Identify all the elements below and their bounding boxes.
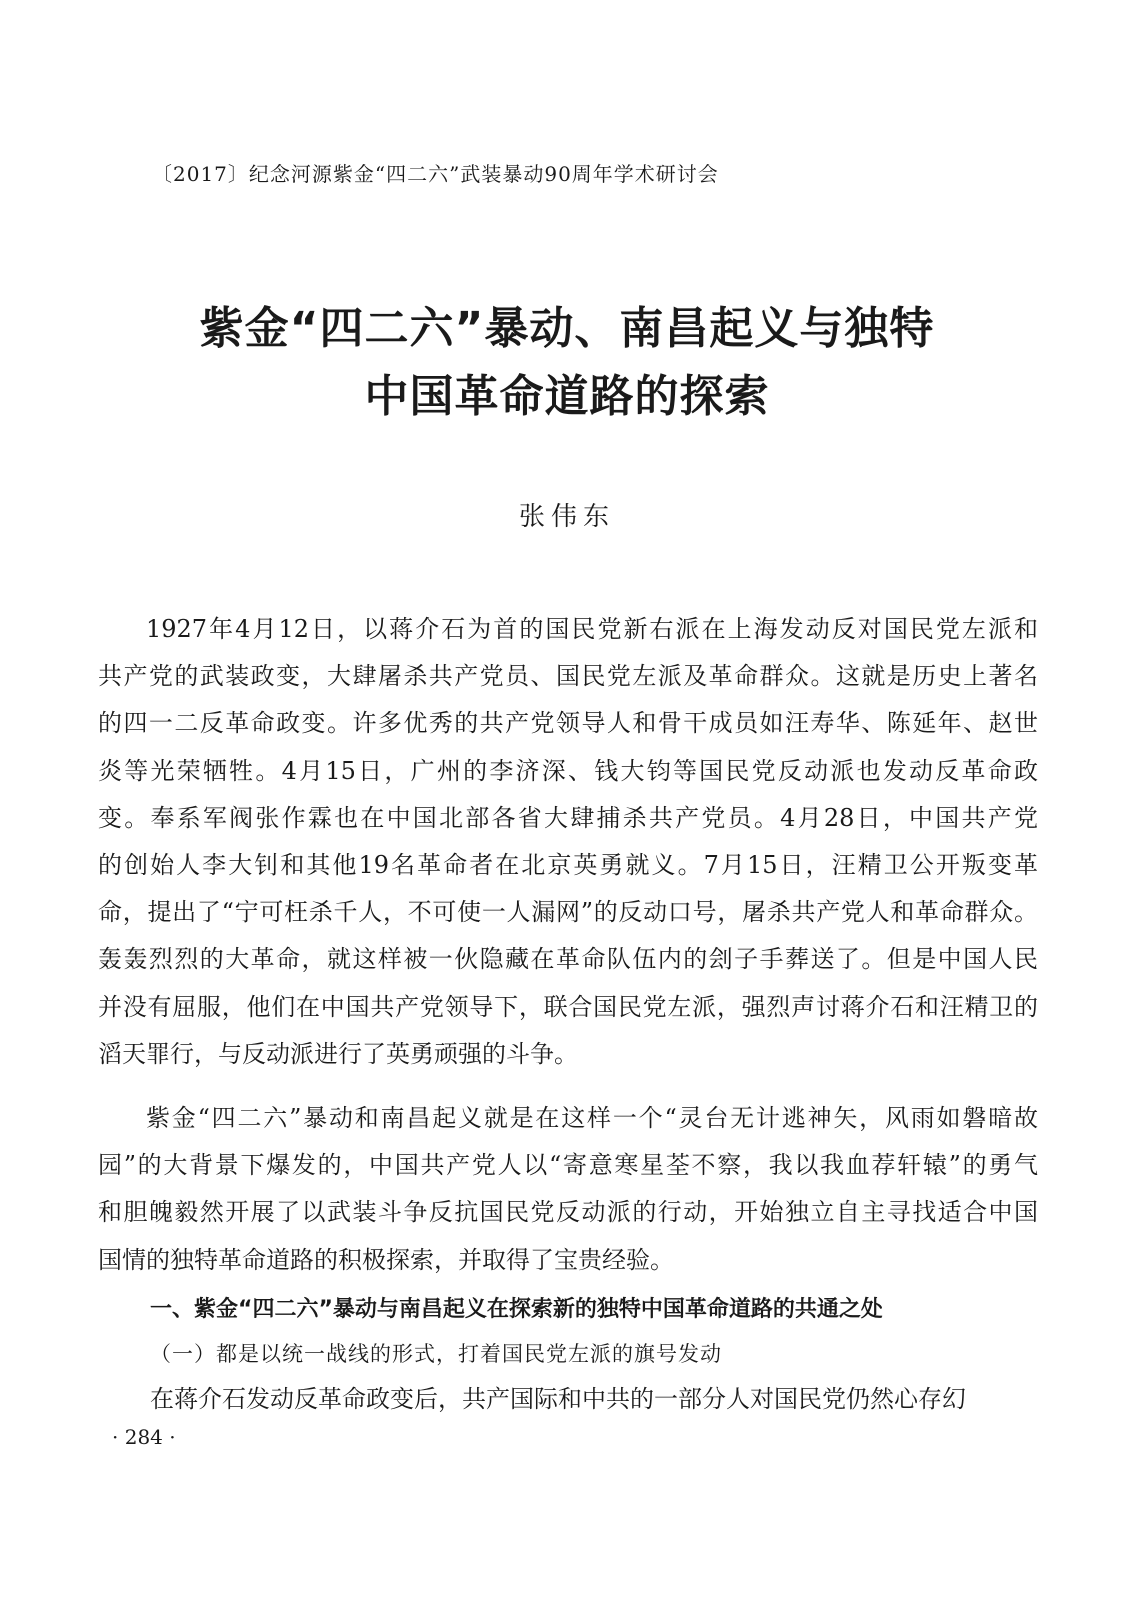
paragraph-line: 共产党的武装政变，大肆屠杀共产党员、国民党左派及革命群众。这就是历史上著名 (98, 662, 1038, 691)
subsection-heading: （一）都是以统一战线的形式，打着国民党左派的旗号发动 (150, 1342, 722, 1366)
paragraph-line: 园”的大背景下爆发的，中国共产党人以“寄意寒星荃不察，我以我血荐轩辕”的勇气 (98, 1151, 1038, 1180)
paragraph-line: 的创始人李大钊和其他19名革命者在北京英勇就义。7月15日，汪精卫公开叛变革 (98, 850, 1038, 879)
paragraph-line: 国情的独特革命道路的积极探索，并取得了宝贵经验。 (98, 1245, 674, 1274)
conference-header: 〔2017〕纪念河源紫金“四二六”武装暴动90周年学术研讨会 (152, 162, 719, 186)
paragraph-line: 和胆魄毅然开展了以武装斗争反抗国民党反动派的行动，开始独立自主寻找适合中国 (98, 1198, 1038, 1227)
paragraph-line: 紫金“四二六”暴动和南昌起义就是在这样一个“灵台无计逃神矢，风雨如磐暗故 (146, 1104, 1038, 1132)
paragraph-line: 变。奉系军阀张作霖也在中国北部各省大肆捕杀共产党员。4月28日，中国共产党 (98, 803, 1038, 832)
paragraph-line: 并没有屈服，他们在中国共产党领导下，联合国民党左派，强烈声讨蒋介石和汪精卫的 (98, 992, 1038, 1021)
page-number: · 284 · (112, 1425, 176, 1449)
article-title-line-2: 中国革命道路的探索 (364, 371, 770, 422)
paragraph-line: 命，提出了“宁可枉杀千人，不可使一人漏网”的反动口号，屠杀共产党人和革命群众。 (98, 898, 1038, 927)
paragraph-line: 炎等光荣牺牲。4月15日，广州的李济深、钱大钧等国民党反动派也发动反革命政 (98, 756, 1038, 785)
paragraph-line: 的四一二反革命政变。许多优秀的共产党领导人和骨干成员如汪寿华、陈延年、赵世 (98, 709, 1038, 738)
paragraph-line: 1927年4月12日，以蒋介石为首的国民党新右派在上海发动反对国民党左派和 (146, 615, 1038, 643)
paragraph-line: 轰轰烈烈的大革命，就这样被一伙隐藏在革命队伍内的刽子手葬送了。但是中国人民 (98, 945, 1038, 974)
paragraph-1 (98, 606, 1038, 1078)
paragraph-3: 在蒋介石发动反革命政变后，共产国际和中共的一部分人对国民党仍然心存幻 (150, 1385, 966, 1413)
paragraph-line: 滔天罪行，与反动派进行了英勇顽强的斗争。 (98, 1039, 578, 1068)
article-author: 张伟东 (518, 502, 615, 532)
article-title-line-1: 紫金“四二六”暴动、南昌起义与独特 (199, 303, 935, 354)
section-heading: 一、紫金“四二六”暴动与南昌起义在探索新的独特中国革命道路的共通之处 (150, 1297, 883, 1322)
paragraph-2 (98, 1095, 1038, 1284)
